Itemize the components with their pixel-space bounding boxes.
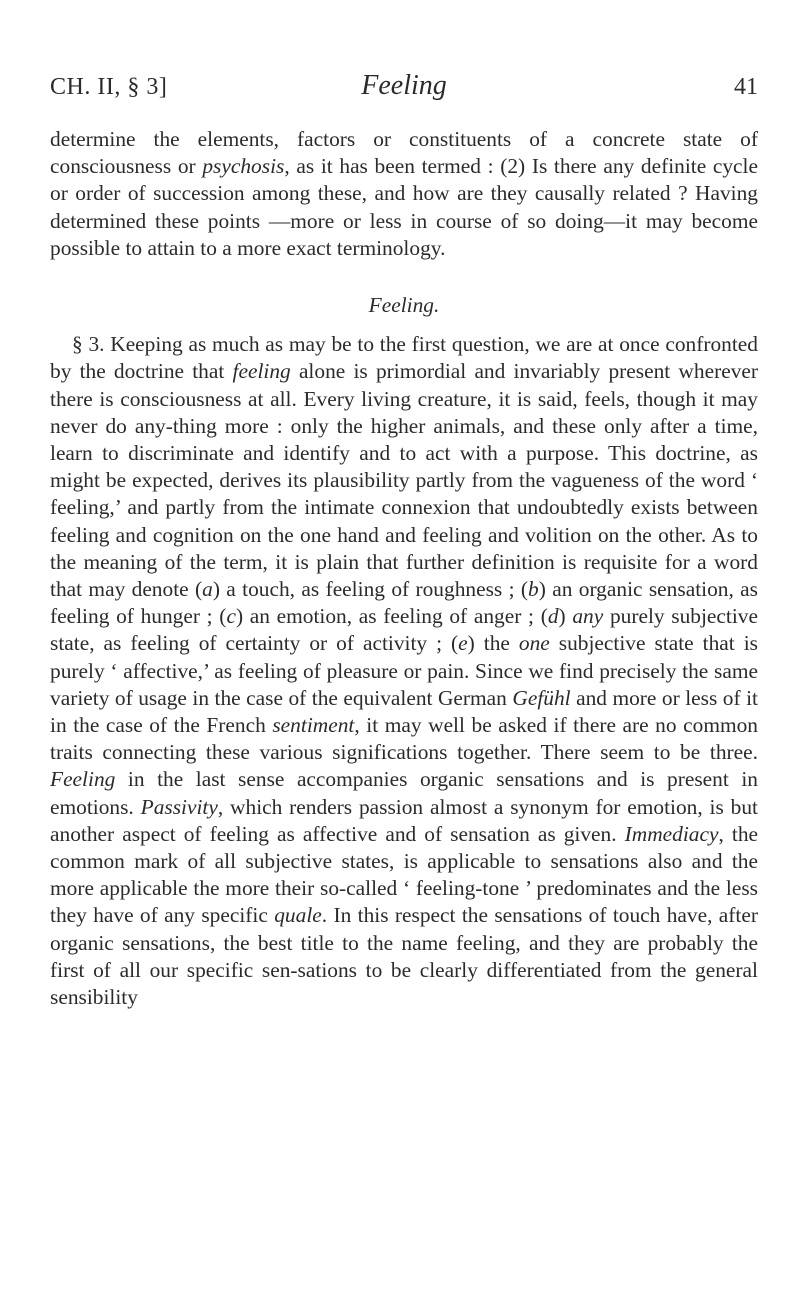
text-run: , the common mark of all subjective states, is applicable to sensations also and the more applicable the more their so-called ‘ feeling-tone ’ predominates and the less they have of any specific — [50, 821, 759, 928]
text-run: alone is primordial and invariably present wherever there is consciousness at all. Every living creature, it is said, feels, though it may never do any-thing more : only the higher animals, and these only after a time, learn to discriminate and identify and to act with a purpose. This doctrine, as might be expected, derives its plausibility partly from the vagueness of the word ‘ feeling,’ and partly from the intimate connexion that undoubtedly exists between feeling and cognition on the one hand and feeling and volition on the other. As to the meaning of the term, it is plain that further definition is requisite for a word that may denote ( — [50, 359, 759, 602]
text-run: , as it has been termed : (2) Is there any definite cycle or order of succession among these, and how are they causally related ? Having determined these points —more or less in course of so doing—it may become possible to attain to a more exact terminology. — [50, 154, 758, 260]
italic-term: psychosis — [202, 154, 285, 179]
text-run: ) an organic sensation, as feeling of hunger ; ( — [50, 577, 758, 629]
text-run: ) a touch, as feeling of roughness ; ( — [212, 577, 529, 602]
italic-term: sentiment — [272, 713, 355, 738]
italic-letter: d — [547, 604, 559, 629]
italic-term: Passivity — [140, 794, 218, 819]
text-run: subjective state that is purely ‘ affective,’ as feeling of pleasure or pain. Since we find precisely the same variety of usage in the case of the equivalent German — [50, 631, 758, 710]
text-run: , it may well be asked if there are no common traits connecting these various significations together. There seem to be three. — [50, 713, 759, 765]
italic-letter: c — [226, 604, 236, 629]
italic-term: one — [518, 631, 550, 656]
text-run: determine the elements, factors or constituents of a concrete state of consciousness or — [50, 127, 758, 179]
body-text — [50, 126, 758, 1011]
italic-term: Immediacy — [624, 821, 719, 846]
italic-letter: a — [202, 577, 213, 602]
text-run: § 3. Keeping as much as may be to the first question, we are at once confronted by the doctrine that — [50, 332, 758, 384]
italic-term: feeling — [232, 359, 291, 384]
italic-letter: e — [458, 631, 468, 656]
running-title: Feeling — [361, 70, 447, 101]
italic-term: quale — [274, 903, 322, 928]
text-run: purely subjective state, as feeling of certainty or of activity ; ( — [50, 604, 758, 656]
chapter-section-reference: CH. II, § 3] — [50, 74, 168, 100]
text-run: , which renders passion almost a synonym for emotion, is but another aspect of feeling as affective and of sensation as given. — [50, 794, 758, 846]
italic-term: Feeling — [50, 767, 116, 792]
section-heading: Feeling. — [368, 293, 440, 318]
paragraph-continued — [50, 126, 758, 262]
text-run: . In this respect the sensations of touch have, after organic sensations, the best title to the name feeling, and they are probably the first of all our specific sen-sations to be clearly differentiated from the general sensibility — [50, 903, 758, 1010]
book-page — [50, 70, 758, 1011]
running-head — [50, 70, 758, 104]
text-run: and more or less of it in the case of the French — [50, 685, 759, 738]
page-number: 41 — [734, 74, 758, 100]
text-run: ) an emotion, as feeling of anger ; ( — [235, 604, 548, 629]
italic-letter: b — [528, 577, 539, 602]
text-run: ) — [558, 604, 573, 629]
italic-term: any — [572, 604, 604, 629]
text-run: in the last sense accompanies organic sensations and is present in emotions. — [50, 767, 758, 819]
text-run: ) the — [467, 631, 519, 656]
italic-term: Gefühl — [512, 685, 571, 710]
paragraph-section-3 — [50, 331, 758, 1011]
